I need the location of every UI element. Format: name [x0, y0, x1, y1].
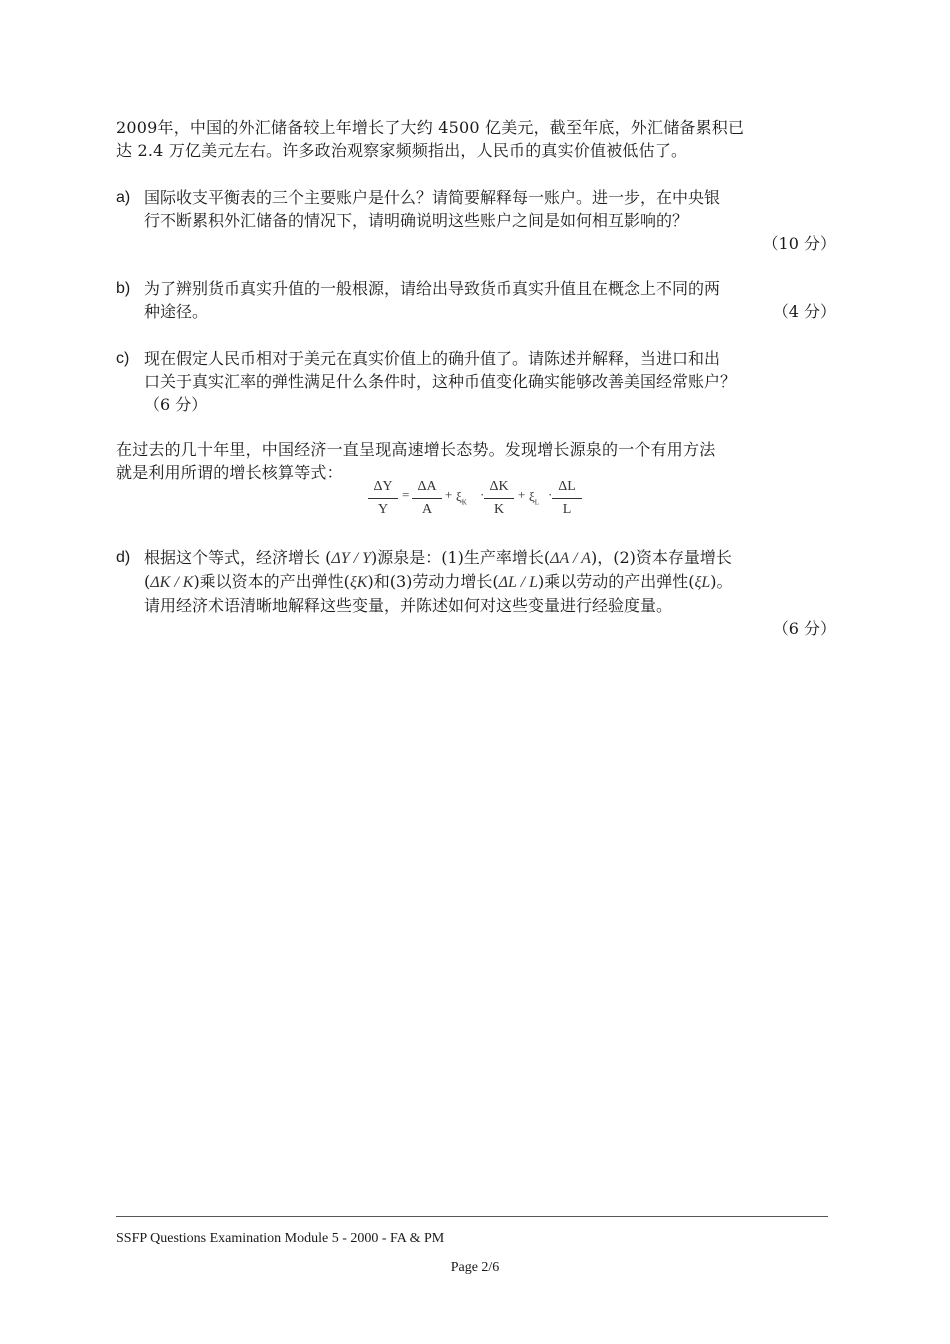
question-d-line-2	[144, 570, 848, 594]
formula-term1-fraction	[412, 478, 442, 519]
formula-t3-num: ΔL	[558, 479, 576, 494]
footer-text: SSFP Questions Examination Module 5 - 2000 - FA & PM	[116, 1231, 445, 1246]
formula-t2-num: ΔK	[489, 479, 509, 494]
formula-lhs-fraction	[368, 478, 398, 519]
formula-xi-k	[456, 489, 467, 507]
d-math-da-a: ΔA / A	[550, 550, 591, 567]
question-a-line-1: 国际收支平衡表的三个主要账户是什么？请简要解释每一账户。进一步，在中央银	[144, 188, 721, 207]
growth-intro-line-2: 就是利用所谓的增长核算等式：	[116, 463, 343, 482]
question-b-marks: （4 分）	[772, 302, 836, 321]
formula-lhs-num: ΔY	[373, 479, 393, 494]
d-line2-part-b: )乘以资本的产出弹性(	[193, 572, 350, 591]
d-line2-part-c: )和(3)劳动力增长(	[367, 572, 499, 591]
question-c-line-1: 现在假定人民币相对于美元在真实价值上的确升值了。请陈述并解释，当进口和出	[144, 349, 721, 368]
fraction-bar	[412, 498, 442, 499]
formula-lhs-den: Y	[377, 502, 389, 517]
intro-line-2: 达 2.4 万亿美元左右。许多政治观察家频频指出，人民币的真实价值被低估了。	[116, 141, 688, 160]
question-b	[116, 277, 838, 323]
d-math-dy-y: ΔY / Y	[331, 550, 371, 567]
d-line2-part-e: )。	[710, 572, 733, 591]
formula-equals: =	[402, 487, 410, 502]
question-b-line-2: 种途径。	[144, 302, 209, 321]
intro-paragraph	[116, 116, 838, 162]
formula-dot: ·	[480, 487, 485, 502]
page-number: Page 2/6	[450, 1260, 500, 1275]
question-d-line-1	[144, 546, 848, 570]
growth-intro-line-1: 在过去的几十年里，中国经济一直呈现高速增长态势。发现增长源泉的一个有用方法	[116, 440, 716, 459]
question-b-label: b)	[116, 280, 131, 297]
footer-divider	[116, 1216, 828, 1217]
question-a	[116, 186, 838, 255]
fraction-bar	[552, 498, 582, 499]
d-line1-part-a: 根据这个等式，经济增长 (	[144, 548, 332, 567]
formula-t2-den: K	[493, 502, 505, 517]
question-d-line-3: 请用经济术语清晰地解释这些变量，并陈述如何对这些变量进行经验度量。	[144, 596, 673, 615]
growth-accounting-formula	[368, 478, 588, 526]
question-d-marks: （6 分）	[772, 619, 836, 638]
d-math-dl-l: ΔL / L	[498, 574, 538, 591]
xi-k-subscript: K	[461, 498, 467, 507]
formula-t1-num: ΔA	[417, 479, 437, 494]
d-line1-part-c: )，(2)资本存量增长	[590, 548, 732, 567]
fraction-bar	[368, 498, 398, 499]
xi-l-subscript: L	[534, 498, 540, 507]
d-math-xi-k: ξK	[349, 574, 368, 591]
d-math-dk-k: ΔK / K	[150, 574, 194, 591]
intro-line-1: 2009年，中国的外汇储备较上年增长了大约 4500 亿美元，截至年底，外汇储备累积已	[116, 118, 745, 137]
formula-plus: +	[445, 487, 453, 502]
question-b-line-1: 为了辨别货币真实升值的一般根源，请给出导致货币真实升值且在概念上不同的两	[144, 279, 721, 298]
formula-term2-fraction	[484, 478, 514, 519]
d-line2-part-d: )乘以劳动的产出弹性(	[537, 572, 695, 591]
question-c-line-2: 口关于真实汇率的弹性满足什么条件时，这种币值变化确实能够改善美国经常账户？	[144, 372, 737, 391]
d-line1-part-b: )源泉是：(1)生产率增长(	[370, 548, 551, 567]
fraction-bar	[484, 498, 514, 499]
xi-symbol: ξ	[529, 489, 535, 504]
d-math-xi-l: ξL	[694, 574, 711, 591]
question-d	[116, 546, 838, 640]
question-c-label: c)	[116, 350, 130, 367]
d-line2-part-a: (	[144, 572, 151, 591]
formula-xi-l	[529, 489, 539, 507]
question-d-label: d)	[116, 549, 131, 566]
formula-plus: +	[518, 487, 526, 502]
question-a-line-2: 行不断累积外汇储备的情况下，请明确说明这些账户之间是如何相互影响的？	[144, 211, 689, 230]
formula-term3-fraction	[552, 478, 582, 519]
question-a-marks: （10 分）	[762, 234, 836, 253]
question-c	[116, 347, 838, 416]
question-a-label: a)	[116, 189, 131, 206]
formula-t1-den: A	[421, 502, 433, 517]
formula-dot: ·	[548, 487, 553, 502]
formula-t3-den: L	[562, 502, 572, 517]
xi-symbol: ξ	[456, 489, 462, 504]
question-c-marks: （6 分）	[144, 395, 208, 414]
